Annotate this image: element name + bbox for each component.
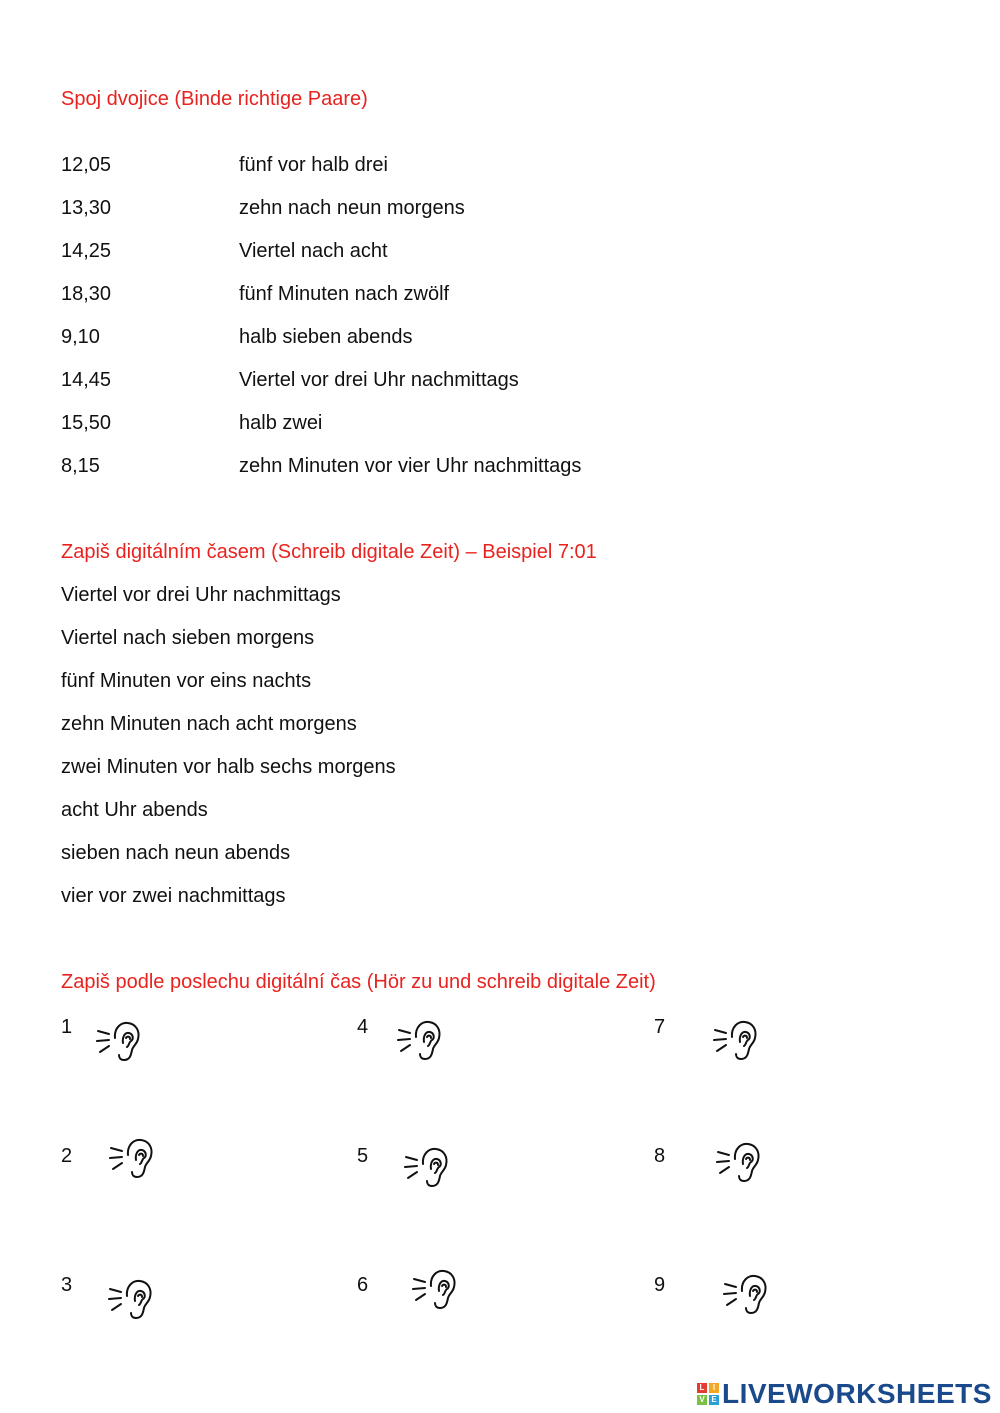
logo-tiles: [697, 1383, 719, 1405]
pair-number: 13,30: [61, 197, 112, 219]
logo-tile: I: [709, 1383, 719, 1393]
pair-phrase: zehn nach neun morgens: [239, 197, 465, 219]
logo-tile: L: [697, 1383, 707, 1393]
pair-number: 14,45: [61, 369, 112, 391]
section-heading-digital-time: Zapiš digitálním časem (Schreib digitale Zeit) – Beispiel 7:01: [61, 541, 597, 563]
listen-item-number: 4: [357, 1016, 369, 1038]
pair-phrase: Viertel vor drei Uhr nachmittags: [239, 369, 519, 391]
digital-time-item: Viertel nach sieben morgens: [61, 627, 315, 649]
pair-phrase: fünf vor halb drei: [239, 154, 388, 176]
ear-icon[interactable]: [715, 1138, 765, 1184]
pair-number: 12,05: [61, 154, 112, 176]
ear-icon[interactable]: [396, 1016, 446, 1062]
ear-icon[interactable]: [712, 1016, 762, 1062]
digital-time-item: sieben nach neun abends: [61, 842, 291, 864]
listen-item-number: 9: [654, 1274, 666, 1296]
digital-time-item: acht Uhr abends: [61, 799, 208, 821]
pair-phrase: zehn Minuten vor vier Uhr nachmittags: [239, 455, 582, 477]
pair-phrase: halb sieben abends: [239, 326, 413, 348]
digital-time-item: fünf Minuten vor eins nachts: [61, 670, 312, 692]
ear-icon[interactable]: [411, 1265, 461, 1311]
pair-number: 8,15: [61, 455, 100, 477]
liveworksheets-logo: [697, 1378, 992, 1410]
pair-number: 18,30: [61, 283, 112, 305]
listen-item-number: 2: [61, 1145, 73, 1167]
pair-number: 14,25: [61, 240, 112, 262]
logo-tile: E: [709, 1395, 719, 1405]
listen-item-number: 7: [654, 1016, 666, 1038]
pair-phrase: halb zwei: [239, 412, 323, 434]
pair-number: 9,10: [61, 326, 100, 348]
listen-item-number: 5: [357, 1145, 369, 1167]
logo-tile: V: [697, 1395, 707, 1405]
ear-icon[interactable]: [107, 1275, 157, 1321]
pair-phrase: Viertel nach acht: [239, 240, 388, 262]
ear-icon[interactable]: [722, 1270, 772, 1316]
logo-text: LIVEWORKSHEETS: [722, 1378, 992, 1409]
ear-icon[interactable]: [108, 1134, 158, 1180]
listen-item-number: 3: [61, 1274, 73, 1296]
listen-item-number: 1: [61, 1016, 73, 1038]
section-heading-listening: Zapiš podle poslechu digitální čas (Hör zu und schreib digitale Zeit): [61, 971, 656, 993]
listen-item-number: 6: [357, 1274, 369, 1296]
digital-time-item: Viertel vor drei Uhr nachmittags: [61, 584, 341, 606]
ear-icon[interactable]: [403, 1143, 453, 1189]
ear-icon[interactable]: [95, 1017, 145, 1063]
section-heading-match-pairs: Spoj dvojice (Binde richtige Paare): [61, 88, 368, 110]
pair-phrase: fünf Minuten nach zwölf: [239, 283, 450, 305]
pair-number: 15,50: [61, 412, 112, 434]
digital-time-item: zwei Minuten vor halb sechs morgens: [61, 756, 396, 778]
digital-time-item: vier vor zwei nachmittags: [61, 885, 286, 907]
listen-item-number: 8: [654, 1145, 666, 1167]
digital-time-item: zehn Minuten nach acht morgens: [61, 713, 357, 735]
